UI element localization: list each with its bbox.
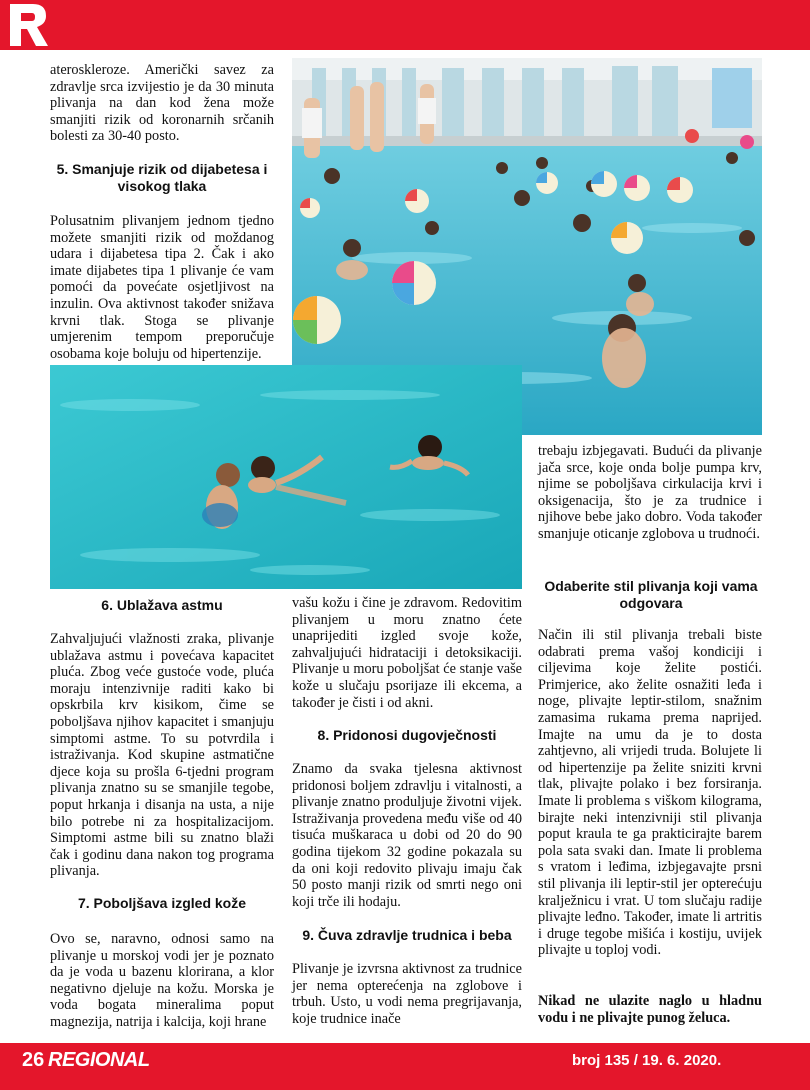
body-text-diabetes: Polusatnim plivanjem jednom tjedno možete smanjiti rizik od moždanog udara i dijabetesa tipa 2. Čak i ako imate dijabetes tipa 1 plivanje će vam pomoći da povećate osjetljivost na inzulin. Ova aktivnost također snižava krvni tlak. Stoga se plivanje umjerenim tempom preporučuje osobama koje boluju od hipertenzije.	[50, 213, 274, 362]
brand-name: REGIONAL	[48, 1049, 150, 1071]
photo-swimmers-outdoor	[50, 365, 522, 589]
heading-skin: 7. Poboljšava izgled kože	[77, 895, 247, 911]
body-text-longevity: Znamo da svaka tjelesna aktivnost pridonosi boljem zdravlju i vitalnosti, a plivanje znatno produljuje životni vijek. Istraživanja provedena među više od 40 tisuća muškaraca u dobi od 20 do 90 godina tijekom 32 godine pokazala su da oni koji redovito plivaju imaju čak 50 posto manji rizik od smrti nego oni koji trče ili hodaju.	[292, 761, 522, 910]
page-number: 26	[22, 1049, 45, 1071]
issue-date: broj 135 / 19. 6. 2020.	[572, 1052, 722, 1069]
body-text-asthma: Zahvaljujući vlažnosti zraka, plivanje ublažava astmu i povećava kapacitet pluća. Zbog veće gustoće vode, pluća moraju intenzivnije raditi kako bi opskrbila krv kisikom, čime se poboljšava njihov kapacitet i smanjuju simptomi astme. To su potvrdila i istraživanja. Kod skupine astmatične djece koja su prošla 6-tjedni program plivanja znatno su se smanjile tegobe, poput hrkanja i disanja na usta, a nije bilo potrebe ni za hospitalizacijom. Simptomi astme bili su znatno blaži čak i godinu dana nakon tog programa plivanja.	[50, 631, 274, 880]
body-text-final-advice: Nikad ne ulazite naglo u hladnu vodu i ne plivajte punog želuca.	[538, 993, 762, 1026]
heading-longevity: 8. Pridonosi dugovječnosti	[317, 727, 497, 743]
heading-swim-style: Odaberite stil plivanja koji vama odgovara	[544, 578, 758, 611]
heading-asthma: 6. Ublažava astmu	[101, 597, 223, 613]
body-text-pregnancy: Plivanje je izvrsna aktivnost za trudnice jer nema opterećenja na zglobove i trbuh. Usto, u vodi nema pregrijavanja, koje trudnice inače	[292, 961, 522, 1027]
heading-pregnancy: 9. Čuva zdravlje trudnica i beba	[302, 927, 512, 943]
regional-r-logo-icon	[6, 2, 50, 48]
heading-diabetes: 5. Smanjuje rizik od dijabetesa i visokog tlaka	[56, 161, 268, 194]
body-text-skin: Ovo se, naravno, odnosi samo na plivanje u morskoj vodi jer je poznato da je voda u bazenu klorirana, a klor negativno djeluje na kožu. Morska je voda bogata mineralima poput magnezija, natrija i kalcija, koji hrane	[50, 931, 274, 1030]
body-text-pregnancy-cont: trebaju izbjegavati. Budući da plivanje jača srce, koje onda bolje pumpa krv, njime se poboljšava cirkulacija krvi i oksigenacija, što je za trudnice i njihove bebe jako dobro. Voda također smanjuje oticanje zglobova u trudnoći.	[538, 443, 762, 542]
body-text-intro: ateroskleroze. Američki savez za zdravlje srca izvijestio je da 30 minuta plivanja na dan kod žena može smanjiti rizik od koronarnih srčanih bolesti za 30-40 posto.	[50, 62, 274, 145]
body-text-swim-style: Način ili stil plivanja trebali biste odabrati prema vašoj kondiciji i ciljevima koje želite postići. Primjerice, ako želite osnažiti leđa i noge, plivajte leptir-stilom, snažnim zamasima rukama prema naprijed. Imajte na umu da je to dosta zahtjevno, ali vrijedi truda. Bolujete li od hipertenzije pa želite sniziti krvni tlak, plivajte polako i bez forsiranja. Imate li problema s viškom kilograma, birajte neki intenzivniji stil plivanja poput kraula te ga prakticirajte barem pola sata svaki dan. Imate li problema s vratom i leđima, izbjegavajte prsni stil plivanja ili leptir-stil jer opterećuju kralježnicu i vrat. U tom slučaju radije plivajte leđno. Također, imate li artritis i druge tegobe mišića i kostiju, uvijek plivajte u toploj vodi.	[538, 627, 762, 959]
body-text-skin-cont: vašu kožu i čine je zdravom. Redovitim plivanjem u moru znatno ćete unaprijediti izgled svoje kože, zahvaljujući hidrataciji i detoksikaciji. Plivanje u moru poboljšat će stanje vaše kože u slučaju psorijaze ili ekcema, a također je čisti i od akni.	[292, 595, 522, 711]
top-bar	[0, 0, 810, 50]
